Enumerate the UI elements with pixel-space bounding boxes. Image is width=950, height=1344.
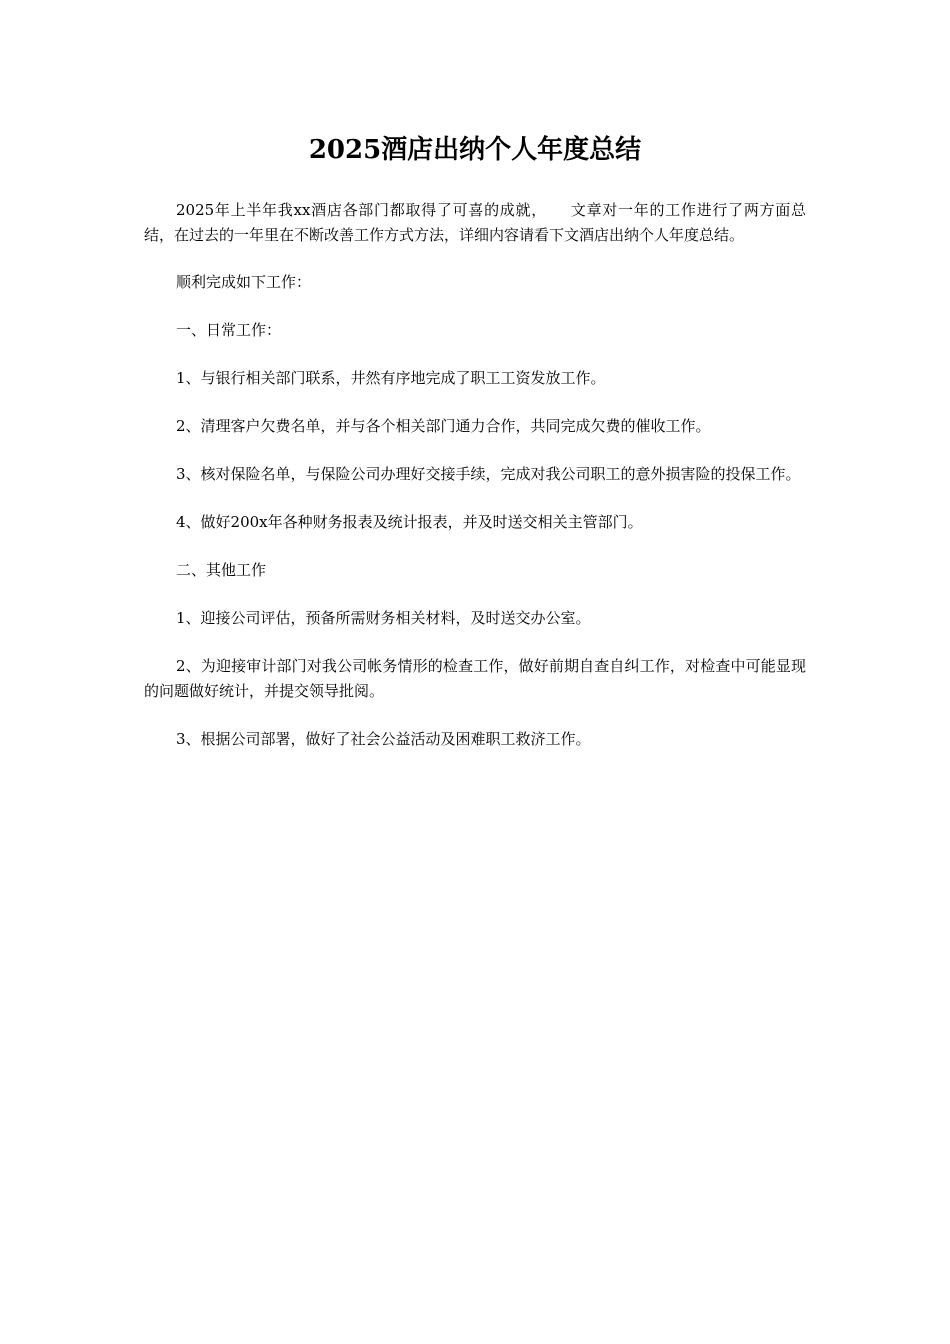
daily-work-item-2: 2、清理客户欠费名单，并与各个相关部门通力合作，共同完成欠费的催收工作。 xyxy=(176,417,711,435)
section-heading-daily-work: 一、日常工作： xyxy=(176,321,282,339)
other-work-item-3: 3、根据公司部署，做好了社会公益活动及困难职工救济工作。 xyxy=(176,730,591,748)
daily-work-item-3: 3、核对保险名单，与保险公司办理好交接手续，完成对我公司职工的意外损害险的投保工作。 xyxy=(176,465,801,483)
completed-work-heading: 顺利完成如下工作： xyxy=(176,273,312,291)
other-work-item-1: 1、迎接公司评估，预备所需财务相关材料，及时送交办公室。 xyxy=(176,609,591,627)
section-heading-other-work: 二、其他工作 xyxy=(176,561,267,579)
document-title: 2025酒店出纳个人年度总结 xyxy=(308,135,642,165)
intro-paragraph: 2025年上半年我xx酒店各部门都取得了可喜的成就， 文章对一年的工作进行了两方面总结，在过去的一年里在不断改善工作方式方法，详细内容请看下文酒店出纳个人年度总结。 xyxy=(144,201,806,244)
daily-work-item-1: 1、与银行相关部门联系，井然有序地完成了职工工资发放工作。 xyxy=(176,369,606,387)
daily-work-item-4: 4、做好200x年各种财务报表及统计报表，并及时送交相关主管部门。 xyxy=(176,513,643,531)
document-body xyxy=(144,198,806,775)
other-work-item-2: 2、为迎接审计部门对我公司帐务情形的检查工作，做好前期自查自纠工作，对检查中可能显现的问题做好统计，并提交领导批阅。 xyxy=(144,657,806,700)
